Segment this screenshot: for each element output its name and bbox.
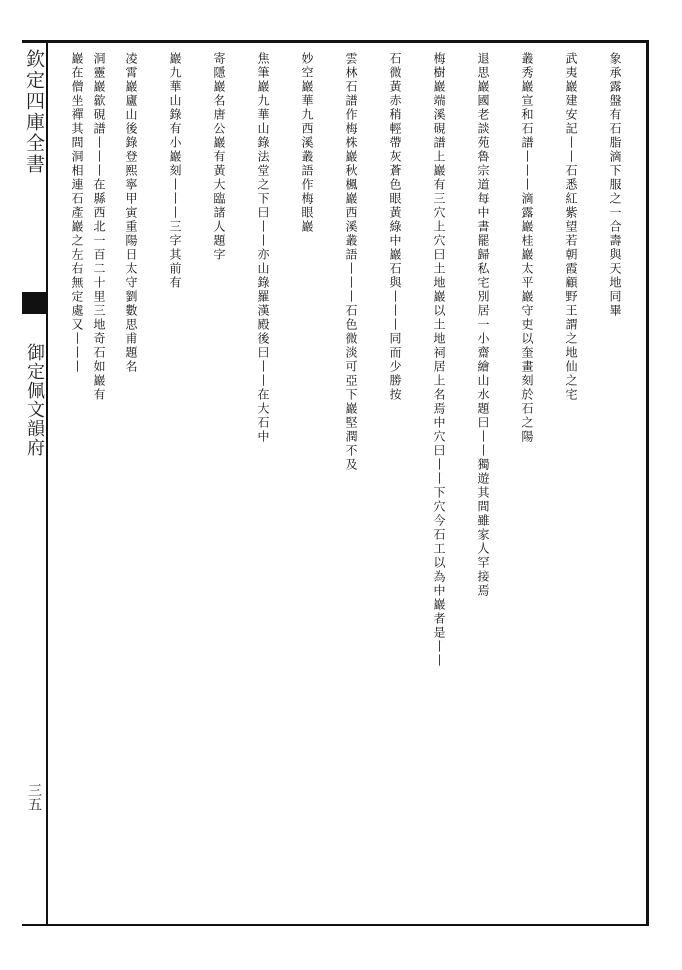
text-column-5: 梅樹巖端溪硯譜上巖有三穴上穴曰土地巖以土地祠居上名焉中穴曰丨丨下穴今石工以為中巖者是丨丨 (432, 52, 446, 668)
margin-title-fragment: 欽定四庫全書 (23, 49, 45, 175)
text-column-2: 武夷巖建安記丨丨石悉紅紫望若朝霞顧野王謂之地仙之宅 (564, 52, 578, 402)
text-column-9: 焦筆巖九華山錄法堂之下曰丨丨亦山錄羅漢殿後曰丨丨在大石中 (256, 52, 270, 444)
margin-page-number: 三五 (26, 783, 42, 811)
text-column-1: 象承露盤有石脂滴下服之一合壽與天地同畢 (608, 52, 622, 318)
margin-book-title: 御定佩文韻府 (24, 343, 45, 457)
text-column-10: 寄隱巖名唐公巖有黃大臨諸人題字 (212, 52, 226, 262)
text-column-12: 凌霄巖廬山後錄登熙寧甲寅重陽日太守劉數思甫題名 (124, 52, 138, 374)
text-column-6: 石微黃赤稍輕帶灰蒼色眼黃綠中巖石與丨丨丨同而少勝按 (388, 52, 402, 402)
text-column-4: 退思巖國老談苑魯宗道每中書罷歸私宅別居一小齋繪山水題曰丨丨獨遊其間雖家人罕接焉 (476, 52, 490, 598)
bottom-border (22, 924, 648, 926)
text-column-3: 叢秀巖宣和石譜丨丨丨滴露巖桂巖太平巖守吏以奎畫刻於石之陽 (520, 52, 534, 444)
page-margin-strip (22, 43, 48, 924)
right-border (646, 40, 649, 926)
text-column-11: 巖九華山錄有小巖刻丨丨丨三字其前有 (168, 52, 182, 290)
text-column-7: 雲林石譜作梅株巖秋楓巖西溪叢語丨丨丨石色微淡可亞下巖堅潤不及 (344, 52, 358, 472)
top-border (22, 40, 648, 43)
text-column-13: 洞靈巖歙硯譜丨丨丨在縣西北一百二十里三地奇石如巖有 (92, 52, 106, 402)
text-column-8: 妙空巖華九西溪叢語作梅眼巖 (300, 52, 314, 234)
text-column-14: 巖在僧坐禪其間洞相連石產巖之左右無定處又丨丨丨 (70, 52, 84, 374)
fishtail-mark (22, 292, 46, 314)
